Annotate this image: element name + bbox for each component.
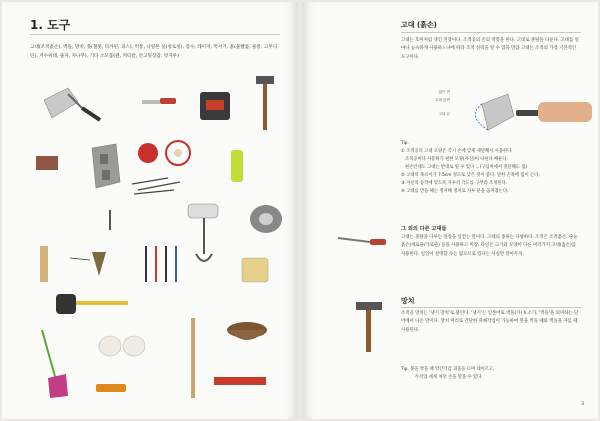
cutter-knife-image <box>92 380 132 396</box>
mortar-bucket-image <box>238 252 272 286</box>
trowel-title: 고대 (흙손) <box>401 21 437 29</box>
trowel-divider <box>401 32 581 33</box>
concrete-block-image <box>86 142 126 192</box>
trowel-tip-1: ① 조적공의 고대 모양은 각기 손에 맞게 제단해서 사용한다. <box>401 149 513 154</box>
trowel-image <box>38 84 118 128</box>
trowel-tip-3: ③ 자신의 동작에 맞도록 자루의 각도를 구부려 조정된다. <box>401 181 508 186</box>
trowel-tip-2: ② 고대의 목쇠이가 7.5cm 정도로 낮은 것이 좋다. 말한 손목에 힘이 든다. <box>401 173 540 178</box>
page-number: 3 <box>581 402 584 407</box>
hammer-image <box>252 74 278 134</box>
hammer-divider <box>401 307 581 308</box>
trowel-tip-4: ④ 고대를 만을 때는 정지해 정지로 자루 분을 움켜잡는다. <box>401 189 509 194</box>
hammer-body: 조적공 망치는 '냉기 망치'로 불린다. '냉기'는 일본어로 벽돌(가) h.소가, '벽돌'을 의미하는 단어에서 나온 말이다. 망치 머리로 간단한 파쇄작업이 가능하여 붓을 벽돌 때와 벽돌을 자를 때 사용된다. <box>401 311 579 333</box>
gloves-image <box>96 332 150 360</box>
trowel-tip-1b: 조적공마다 사용하기 편한 모양(자신)이 나뉜다 배운다. <box>405 157 508 162</box>
left-page <box>2 2 298 419</box>
wood-level-image <box>34 244 54 284</box>
trowel-hand-photo <box>452 86 592 144</box>
wood-stick-image <box>188 316 198 400</box>
trowel-label-thin-side: 얇은 면 <box>438 90 450 94</box>
broom-image <box>38 328 68 400</box>
hammer-tip-2: 두직업 세게 처던 손을 말을 수 있다. <box>415 375 483 380</box>
laser-level-image <box>196 86 236 126</box>
screw-image <box>102 206 118 232</box>
other-trowels-title: 그 외의 다른 고대들 <box>401 226 447 232</box>
title-divider <box>30 34 280 35</box>
trowel-tip-1c: 현손인데도 고대는 반대로 될 수 있다 ...(구입처에서 절단해도 됨) <box>405 165 528 170</box>
trowel-body: 고대는 호미처럼 생긴 연장이다. 조적공의 손의 역할을 한다. 고대로 몰탈을 다룬다. 고대를 얼마나 능숙하게 사용하느냐에 따라 조적 실력을 알 수 있을 만큼 고대는 조적의 가장 기본적인 도구이다. <box>401 38 579 60</box>
hammer-tip-1: Tip. 못을 박을 때 약간각감 괴돌을 뜨며 네이르고, <box>401 367 495 372</box>
trowel-label-tip: 고대 끝 <box>438 112 450 116</box>
nylon-string-image <box>228 146 246 186</box>
tape-measure-image <box>52 290 132 318</box>
tool-list-intro: 고대(조적흙손), 벽돌, 망치, 못(철못, 타카핀, 피스), 먹통, 나일론 실(청로실), 장수, 레이저, 먹서기, 흙(물빨틀, 물통, 고무디딘), 저수위대, 줄자, 자나무), 기타 소모품(펜, 커터칼, 안고팅장갑, 빗자루) <box>30 45 278 59</box>
spirit-level-image <box>212 374 268 388</box>
chalk-line-image <box>132 138 202 168</box>
section-title: 1. 도구 <box>30 18 71 32</box>
brick-hammer-image <box>354 298 384 354</box>
tape-roll-image <box>246 202 286 236</box>
nails-image <box>128 172 188 198</box>
hammer-title: 망치 <box>401 297 415 305</box>
small-trowel-image <box>334 230 390 254</box>
plumb-bob-image <box>66 248 120 282</box>
rubber-bowl-image <box>224 318 270 346</box>
trowel-label-front: 고대 앞면 <box>434 98 450 102</box>
pointing-trowel-image <box>140 92 180 112</box>
right-page <box>302 2 598 419</box>
pens-image <box>140 242 190 286</box>
other-trowels-body: 고대는 몰탈을 다루는 연장을 일컫는 말이다. 고대의 종류는 다양하다. 조적은 조적흙손, 줄눈흙손(세로줄/가로줄) 등을 사용하고 미장, 타일은 크기와 모양이 다른 여러가지 고대(흙손)를 사용한다. 일일이 설명할 수는 없으므로 있다는 사실만 알아두자. <box>401 235 578 257</box>
brick-image <box>34 152 62 174</box>
trowel-tip-label: Tip. <box>401 141 409 146</box>
